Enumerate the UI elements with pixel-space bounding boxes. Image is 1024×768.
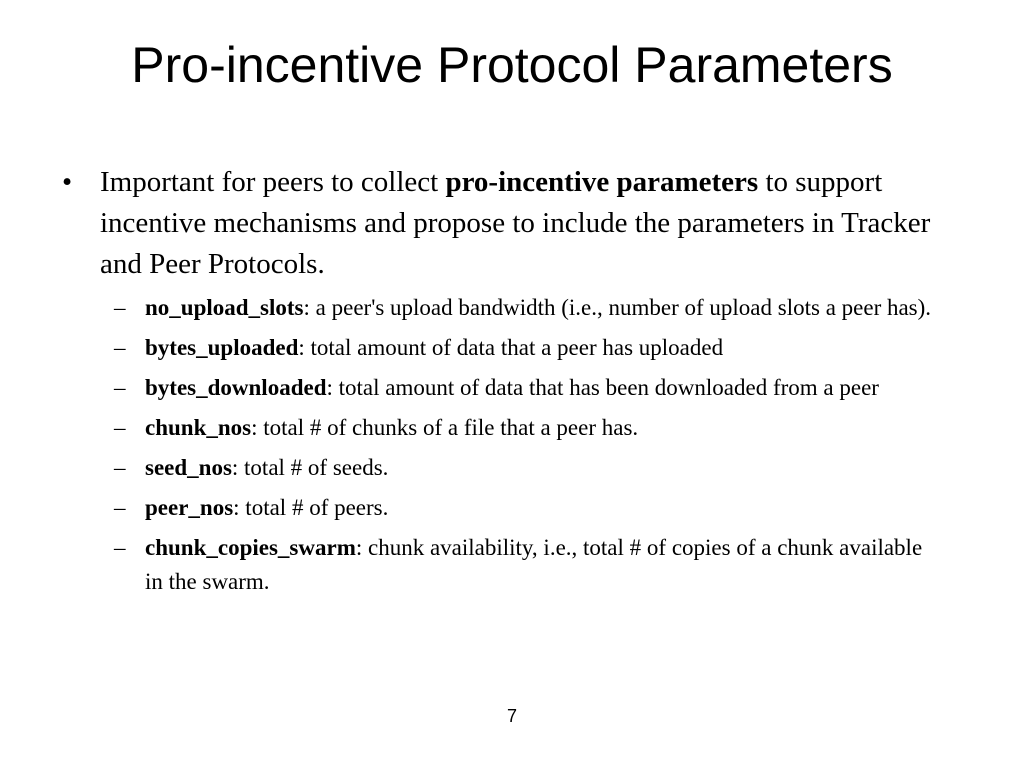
item-text [145, 371, 942, 405]
param-desc: : a peer's upload bandwidth (i.e., number of upload slots a peer has). [303, 295, 932, 320]
param-term: seed_nos [145, 455, 232, 480]
param-desc: : total amount of data that has been downloaded from a peer [326, 375, 879, 400]
list-item [114, 331, 942, 365]
param-term: bytes_uploaded [145, 335, 299, 360]
param-desc: : total # of peers. [233, 495, 389, 520]
slide-title: Pro-incentive Protocol Parameters [131, 37, 893, 93]
bullet-bold-text: pro-incentive parameters [445, 166, 759, 198]
item-text [145, 491, 942, 525]
bullet-mark: • [62, 166, 73, 198]
parameter-list [114, 291, 942, 599]
dash-mark: – [114, 455, 126, 480]
page-number: 7 [506, 706, 517, 726]
main-bullet [62, 162, 942, 285]
list-item [114, 291, 942, 325]
item-text [145, 411, 942, 445]
item-text [145, 331, 942, 365]
dash-mark: – [114, 375, 126, 400]
param-desc: : total # of chunks of a file that a peer has. [251, 415, 639, 440]
param-term: chunk_copies_swarm [145, 535, 356, 560]
bullet-text-after: to support incentive mechanisms and propose to include the parameters in Tracker and Peer Protocols. [100, 166, 931, 280]
param-desc: : chunk availability, i.e., total # of copies of a chunk available in the swarm. [145, 535, 923, 594]
dash-mark: – [114, 335, 126, 360]
param-desc: : total amount of data that a peer has uploaded [298, 335, 724, 360]
dash-mark: – [114, 415, 126, 440]
param-desc: : total # of seeds. [231, 455, 389, 480]
list-item [114, 531, 942, 599]
bullet-text-before: Important for peers to collect [100, 166, 446, 198]
param-term: peer_nos [145, 495, 234, 520]
list-item [114, 451, 942, 485]
param-term: chunk_nos [145, 415, 252, 440]
bullet-text [100, 162, 942, 285]
list-item [114, 491, 942, 525]
dash-mark: – [114, 535, 126, 560]
dash-mark: – [114, 295, 126, 320]
slide-content [62, 162, 942, 605]
param-term: bytes_downloaded [145, 375, 327, 400]
item-text [145, 451, 942, 485]
item-text [145, 531, 942, 599]
list-item [114, 371, 942, 405]
dash-mark: – [114, 495, 126, 520]
list-item [114, 411, 942, 445]
param-term: no_upload_slots [145, 295, 304, 320]
item-text [145, 291, 942, 325]
